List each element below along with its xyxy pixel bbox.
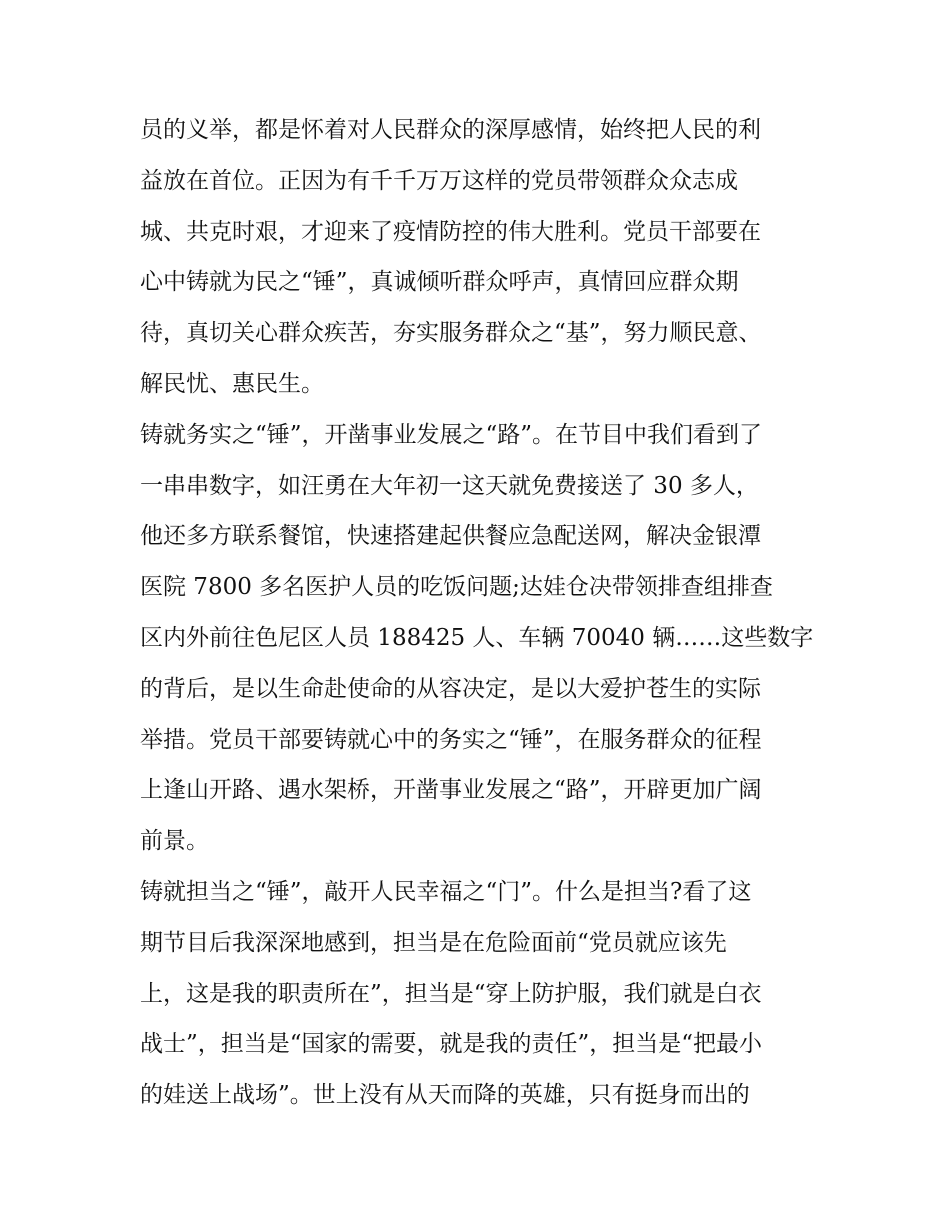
text-line: 员的义举，都是怀着对人民群众的深厚感情，始终把人民的利	[140, 117, 761, 143]
text-line: 区内外前往色尼区人员 188425 人、车辆 70040 辆……这些数字	[140, 624, 814, 651]
text-line: 前景。	[140, 828, 209, 855]
text-line: 上逢山开路、遇水架桥，开凿事业发展之“路”，开辟更加广阔	[140, 777, 762, 804]
text-line: 医院 7800 多名医护人员的吃饭问题;达娃仓决带领排查组排查	[140, 574, 773, 601]
text-line: 上，这是我的职责所在”，担当是“穿上防护服，我们就是白衣	[140, 980, 762, 1007]
text-line: 战士”，担当是“国家的需要，就是我的责任”，担当是“把最小	[140, 1031, 763, 1058]
text-line: 益放在首位。正因为有千千万万这样的党员带领群众众志成	[140, 167, 738, 194]
text-line: 心中铸就为民之“锤”，真诚倾听群众呼声，真情回应群众期	[140, 269, 739, 296]
body-text	[140, 105, 820, 1121]
text-line: 铸就担当之“锤”，敲开人民幸福之“门”。什么是担当?看了这	[140, 878, 752, 905]
text-line: 铸就务实之“锤”，开凿事业发展之“路”。在节目中我们看到了	[140, 421, 763, 448]
text-line: 待，真切关心群众疾苦，夯实服务群众之“基”，努力顺民意、	[140, 320, 762, 347]
text-line: 解民忧、惠民生。	[140, 370, 324, 397]
text-line: 城、共克时艰，才迎来了疫情防控的伟大胜利。党员干部要在	[140, 218, 761, 245]
text-line: 的背后，是以生命赴使命的从容决定，是以大爱护苍生的实际	[140, 675, 761, 702]
text-line: 他还多方联系餐馆，快速搭建起供餐应急配送网，解决金银潭	[140, 523, 761, 550]
text-line: 举措。党员干部要铸就心中的务实之“锤”，在服务群众的征程	[140, 726, 762, 753]
text-line: 的娃送上战场”。世上没有从天而降的英雄，只有挺身而出的	[140, 1082, 750, 1109]
text-line: 一串串数字，如汪勇在大年初一这天就免费接送了 30 多人，	[140, 472, 759, 499]
text-line: 期节目后我深深地感到，担当是在危险面前“党员就应该先	[140, 929, 727, 956]
